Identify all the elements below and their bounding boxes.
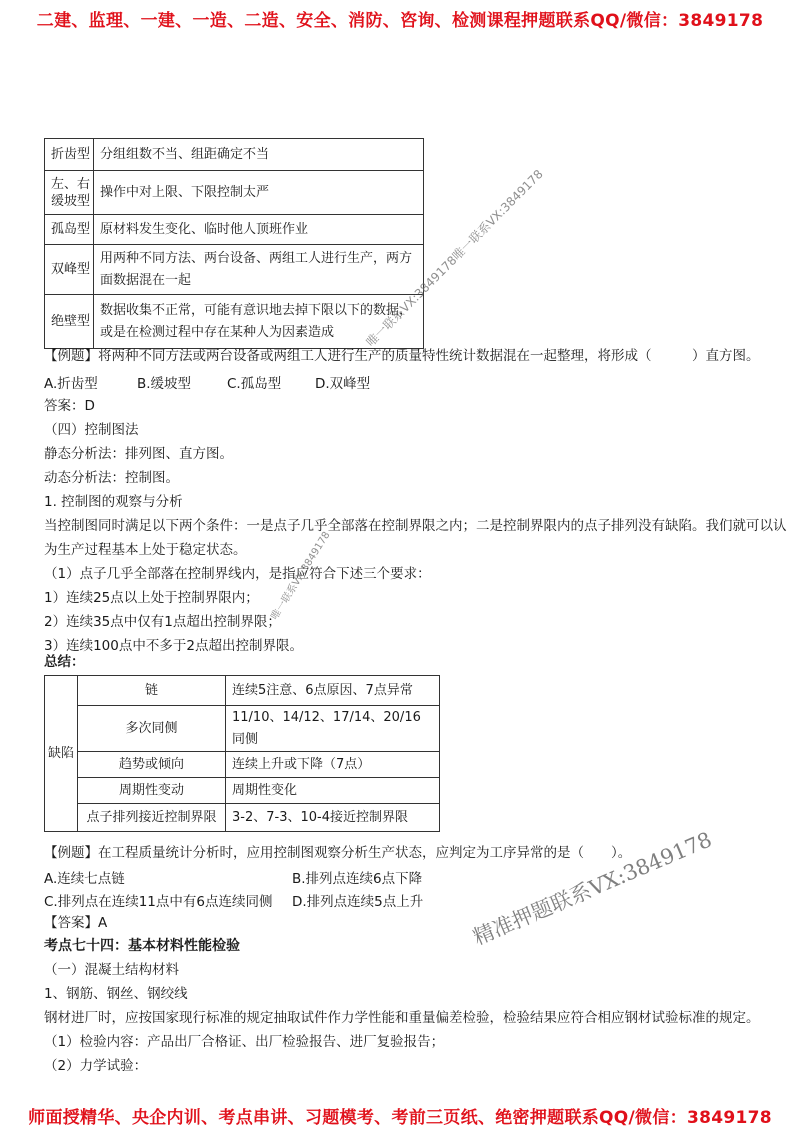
defect-desc: 连续5注意、6点原因、7点异常 <box>226 676 440 706</box>
table-row <box>45 752 440 778</box>
summary-label: 总结： <box>44 654 85 670</box>
q2-answer: 【答案】A <box>44 915 108 931</box>
q1-answer: 答案：D <box>44 398 95 414</box>
type-desc: 数据收集不正常，可能有意识地去掉下限以下的数据，或是在检测过程中存在某种人为因素造成 <box>94 295 424 349</box>
table-row <box>45 676 440 706</box>
bottom-banner: 师面授精华、央企内训、考点串讲、习题模考、考前三页纸、绝密押题联系QQ/微信：3849178 <box>28 1108 772 1128</box>
type-name: 绝壁型 <box>45 295 94 349</box>
table-row <box>45 245 424 295</box>
table-row <box>45 171 424 215</box>
static-analysis: 静态分析法：排列图、直方图。 <box>44 446 233 462</box>
subsection-title: 1. 控制图的观察与分析 <box>44 494 183 510</box>
requirement-item: 2）连续35点中仅有1点超出控制界限； <box>44 614 281 630</box>
kp74-title: 考点七十四：基本材料性能检验 <box>44 938 240 954</box>
top-banner: 二建、监理、一建、一造、二造、安全、消防、咨询、检测课程押题联系QQ/微信：3849178 <box>36 11 764 31</box>
defect-name: 点子排列接近控制界限 <box>78 804 226 832</box>
watermark: 唯一联系VX:3849178唯一联系VX:3849178 <box>363 166 546 350</box>
requirement-item: 3）连续100点中不多于2点超出控制界限。 <box>44 638 303 654</box>
kp74-paragraph: 钢材进厂时，应按国家现行标准的规定抽取试件作力学性能和重量偏差检验，检验结果应符合相应钢材试验标准的规定。 <box>44 1010 760 1026</box>
q1-option-a: A.折齿型 <box>44 376 98 392</box>
q1-option-c: C.孤岛型 <box>227 376 282 392</box>
q2-option-a: A.连续七点链 <box>44 871 125 887</box>
table-row <box>45 804 440 832</box>
kp74-item: 1、钢筋、钢丝、钢绞线 <box>44 986 188 1002</box>
defect-desc: 连续上升或下降（7点） <box>226 752 440 778</box>
table-row <box>45 139 424 171</box>
q2-option-d: D.排列点连续5点上升 <box>292 894 424 910</box>
table-row <box>45 778 440 804</box>
defect-name: 多次同侧 <box>78 706 226 752</box>
q2-option-b: B.排列点连续6点下降 <box>292 871 423 887</box>
defect-desc: 周期性变化 <box>226 778 440 804</box>
q2-question: 【例题】在工程质量统计分析时，应用控制图观察分析生产状态，应判定为工序异常的是（ ）。 <box>44 845 632 861</box>
kp74-point: （2）力学试验： <box>44 1058 148 1074</box>
table-row <box>45 215 424 245</box>
type-name: 双峰型 <box>45 245 94 295</box>
type-desc: 原材料发生变化、临时他人顶班作业 <box>94 215 424 245</box>
requirements-intro: （1）点子几乎全部落在控制界线内，是指应符合下述三个要求： <box>44 566 431 582</box>
section-title: （四）控制图法 <box>44 422 139 438</box>
q1-option-d: D.双峰型 <box>315 376 371 392</box>
q2-option-c: C.排列点在连续11点中有6点连续同侧 <box>44 894 273 910</box>
type-desc: 操作中对上限、下限控制太严 <box>94 171 424 215</box>
histogram-types-table <box>44 138 424 349</box>
paragraph-line: 当控制图同时满足以下两个条件：一是点子几乎全部落在控制界限之内；二是控制界限内的点子排列没有缺陷。我们就可以认 <box>44 518 787 534</box>
type-name: 折齿型 <box>45 139 94 171</box>
type-desc: 用两种不同方法、两台设备、两组工人进行生产，两方面数据混在一起 <box>94 245 424 295</box>
watermark: 精准押题联系VX:3849178 <box>469 827 716 950</box>
defect-name: 趋势或倾向 <box>78 752 226 778</box>
defect-name: 周期性变动 <box>78 778 226 804</box>
kp74-subsection: （一）混凝土结构材料 <box>44 962 179 978</box>
type-desc: 分组组数不当、组距确定不当 <box>94 139 424 171</box>
kp74-point: （1）检验内容：产品出厂合格证、出厂检验报告、进厂复验报告； <box>44 1034 445 1050</box>
defect-name: 链 <box>78 676 226 706</box>
dynamic-analysis: 动态分析法：控制图。 <box>44 470 179 486</box>
paragraph-line: 为生产过程基本上处于稳定状态。 <box>44 542 247 558</box>
type-name: 左、右缓坡型 <box>45 171 94 215</box>
watermark: 唯一联系VX:3849178 <box>269 529 333 622</box>
defect-summary-table <box>44 675 440 832</box>
defect-group-label: 缺陷 <box>45 676 78 832</box>
type-name: 孤岛型 <box>45 215 94 245</box>
q1-option-b: B.缓坡型 <box>137 376 192 392</box>
defect-desc: 11/10、14/12、17/14、20/16同侧 <box>226 706 440 752</box>
table-row <box>45 706 440 752</box>
requirement-item: 1）连续25点以上处于控制界限内； <box>44 590 259 606</box>
defect-desc: 3-2、7-3、10-4接近控制界限 <box>226 804 440 832</box>
q1-question: 【例题】将两种不同方法或两台设备或两组工人进行生产的质量特性统计数据混在一起整理，将形成（ ）直方图。 <box>44 348 760 364</box>
